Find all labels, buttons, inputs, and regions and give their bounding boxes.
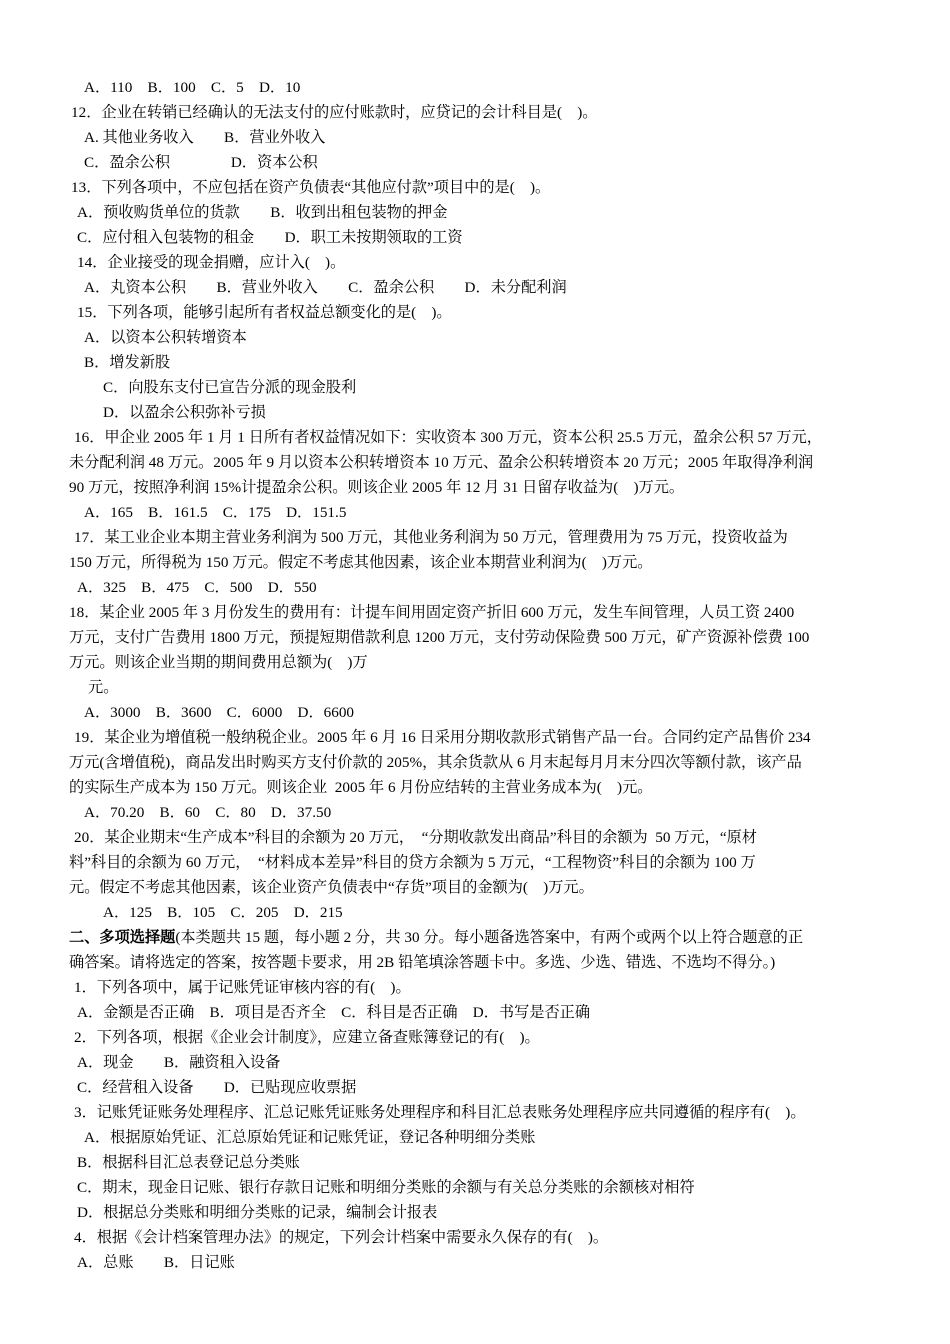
q17-stem-line2: 150 万元，所得税为 150 万元。假定不考虑其他因素，该企业本期营业利润为( )万元。 [69, 554, 653, 571]
q18-stem-line4: 元。 [88, 679, 119, 696]
m1-stem: 1．下列各项中，属于记账凭证审核内容的有( )。 [74, 979, 411, 996]
q17-stem-line1: 17．某工业企业本期主营业务利润为 500 万元，其他业务利润为 50 万元，管理费用为 75 万元，投资收益为 [74, 529, 788, 546]
q14-options: A．丸资本公积 B．营业外收入 C．盈余公积 D．未分配利润 [84, 279, 567, 296]
m2-options-ab: A．现金 B．融资租入设备 [77, 1054, 281, 1071]
q18-stem-line2: 万元，支付广告费用 1800 万元，预提短期借款利息 1200 万元，支付劳动保险费 500 万元，矿产资源补偿费 100 [69, 629, 810, 646]
m4-options: A．总账 B．日记账 [77, 1254, 235, 1271]
q12-stem: 12．企业在转销已经确认的无法支付的应付账款时，应贷记的会计科目是( )。 [71, 104, 598, 121]
m1-options: A．金额是否正确 B．项目是否齐全 C．科目是否正确 D．书写是否正确 [77, 1004, 591, 1021]
q13-options-ab: A．预收购货单位的货款 B．收到出租包装物的押金 [77, 204, 448, 221]
m4-stem: 4．根据《会计档案管理办法》的规定，下列会计档案中需要永久保存的有( )。 [74, 1229, 609, 1246]
q16-stem-line2: 未分配利润 48 万元。2005 年 9 月以资本公积转增资本 10 万元、盈余公积转增资本 20 万元；2005 年取得净利润 [69, 454, 814, 471]
q15-option-a: A．以资本公积转增资本 [84, 329, 247, 346]
m2-stem: 2．下列各项，根据《企业会计制度》，应建立备查账簿登记的有( )。 [74, 1029, 540, 1046]
q15-stem: 15．下列各项，能够引起所有者权益总额变化的是( )。 [77, 304, 452, 321]
q16-options: A．165 B．161.5 C．175 D．151.5 [84, 504, 347, 521]
q18-options: A．3000 B．3600 C．6000 D．6600 [84, 704, 355, 721]
q20-stem-line1: 20．某企业期末“生产成本”科目的余额为 20 万元， “分期收款发出商品”科目的余额为 50 万元，“原材 [74, 829, 757, 846]
q14-stem: 14．企业接受的现金捐赠，应计入( )。 [77, 254, 346, 271]
q19-stem-line3: 的实际生产成本为 150 万元。则该企业 2005 年 6 月份应结转的主营业务成本为( )元。 [69, 779, 653, 796]
section2-intro-line1 [69, 928, 803, 948]
q12-options-cd: C．盈余公积 D．资本公积 [84, 154, 318, 171]
q13-options-cd: C．应付租入包装物的租金 D．职工未按期领取的工资 [77, 229, 463, 246]
q16-stem-line3: 90 万元，按照净利润 15%计提盈余公积。则该企业 2005 年 12 月 31 日留存收益为( )万元。 [69, 479, 685, 496]
m2-options-cd: C．经营租入设备 D．已贴现应收票据 [77, 1079, 357, 1096]
q18-stem-line3: 万元。则该企业当期的期间费用总额为( )万 [69, 654, 368, 671]
q15-option-c: C．向股东支付已宣告分派的现金股利 [103, 379, 357, 396]
q20-stem-line3: 元。假定不考虑其他因素，该企业资产负债表中“存货”项目的金额为( )万元。 [69, 879, 594, 896]
section2-heading: 二、多项选择题 [69, 929, 176, 946]
q20-stem-line2: 料”科目的余额为 60 万元， “材料成本差异”科目的贷方余额为 5 万元，“工程物资”科目的余额为 100 万 [69, 854, 756, 871]
m3-option-d: D．根据总分类账和明细分类账的记录，编制会计报表 [77, 1204, 438, 1221]
q17-options: A．325 B．475 C．500 D．550 [77, 579, 317, 596]
q19-stem-line2: 万元(含增值税)，商品发出时购买方支付价款的 205%，其余货款从 6 月末起每月月末分四次等额付款，该产品 [69, 754, 802, 771]
q15-option-d: D．以盈余公积弥补亏损 [103, 404, 266, 421]
q15-option-b: B．增发新股 [84, 354, 171, 371]
q18-stem-line1: 18．某企业 2005 年 3 月份发生的费用有：计提车间用固定资产折旧 600 万元，发生车间管理，人员工资 2400 [69, 604, 795, 621]
section2-instructions: (本类题共 15 题，每小题 2 分，共 30 分。每小题备选答案中，有两个或两个以上符合题意的正 [175, 929, 804, 946]
q19-stem-line1: 19．某企业为增值税一般纳税企业。2005 年 6 月 16 日采用分期收款形式销售产品一台。合同约定产品售价 234 [74, 729, 811, 746]
m3-option-c: C．期末，现金日记账、银行存款日记账和明细分类账的余额与有关总分类账的余额核对相符 [77, 1179, 695, 1196]
q16-stem-line1: 16．甲企业 2005 年 1 月 1 日所有者权益情况如下：实收资本 300 万元，资本公积 25.5 万元，盈余公积 57 万元， [74, 429, 822, 446]
q13-stem: 13．下列各项中，不应包括在资产负债表“其他应付款”项目中的是( )。 [71, 179, 551, 196]
q11-options: A．110 B．100 C．5 D．10 [84, 79, 301, 96]
m3-option-b: B．根据科目汇总表登记总分类账 [77, 1154, 300, 1171]
q12-options-ab: A. 其他业务收入 B．营业外收入 [84, 129, 326, 146]
m3-stem: 3．记账凭证账务处理程序、汇总记账凭证账务处理程序和科目汇总表账务处理程序应共同遵循的程序有( )。 [74, 1104, 806, 1121]
q19-options: A．70.20 B．60 C．80 D．37.50 [84, 804, 332, 821]
section2-intro-line2: 确答案。请将选定的答案，按答题卡要求，用 2B 铅笔填涂答题卡中。多选、少选、错选、不选均不得分。) [69, 954, 776, 971]
m3-option-a: A．根据原始凭证、汇总原始凭证和记账凭证，登记各种明细分类账 [84, 1129, 536, 1146]
q20-options: A．125 B．105 C．205 D．215 [103, 904, 343, 921]
